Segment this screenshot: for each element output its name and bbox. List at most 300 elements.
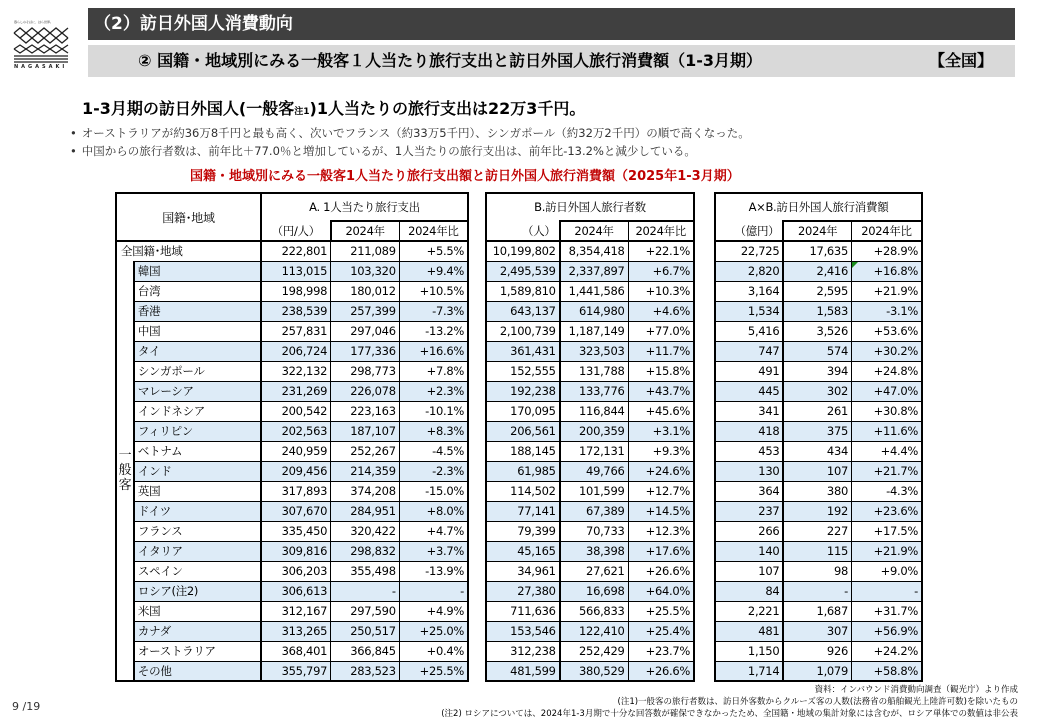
consumption-2024: 115	[783, 541, 851, 561]
table-row	[116, 481, 468, 501]
visitors-ratio: +4.6%	[628, 301, 694, 321]
per-capita-2024: 250,517	[331, 621, 400, 641]
section-visitors-unit: （人）	[486, 221, 560, 241]
region-name: その他	[134, 661, 261, 681]
visitors-2024: 172,131	[560, 441, 628, 461]
table-row	[715, 421, 922, 441]
per-capita-2025: 317,893	[261, 481, 331, 501]
per-capita-2025: 307,670	[261, 501, 331, 521]
consumption-2024: 375	[783, 421, 851, 441]
table-row	[715, 361, 922, 381]
table-row	[486, 401, 694, 421]
visitors-2024: 67,389	[560, 501, 628, 521]
table-row	[715, 381, 922, 401]
table-row	[486, 501, 694, 521]
visitors-2025: 192,238	[486, 381, 560, 401]
visitors-2024: 200,359	[560, 421, 628, 441]
table-row	[116, 561, 468, 581]
per-capita-ratio: -10.1%	[399, 401, 468, 421]
per-capita-2024: 366,845	[331, 641, 400, 661]
table-row	[715, 441, 922, 461]
per-capita-ratio: -4.5%	[399, 441, 468, 461]
visitors-2025: 206,561	[486, 421, 560, 441]
consumption-ratio: +31.7%	[851, 601, 922, 621]
table-row	[116, 321, 468, 341]
section-consumption-title: A×B.訪日外国人旅行消費額	[715, 193, 922, 221]
consumption-2024: 1,687	[783, 601, 851, 621]
consumption-2024: 2,416	[783, 261, 851, 281]
per-capita-2025: 306,203	[261, 561, 331, 581]
visitors-2025: 643,137	[486, 301, 560, 321]
consumption-ratio: +24.2%	[851, 641, 922, 661]
region-name: 米国	[134, 601, 261, 621]
consumption-2024: 98	[783, 561, 851, 581]
table-row	[715, 661, 922, 681]
table-row	[486, 641, 694, 661]
consumption-ratio: -4.3%	[851, 481, 922, 501]
subsection-header	[88, 45, 1015, 77]
consumption-2025: 481	[715, 621, 783, 641]
consumption-2025: 2,221	[715, 601, 783, 621]
table-row	[486, 421, 694, 441]
visitors-ratio: +77.0%	[628, 321, 694, 341]
nagasaki-logo	[12, 20, 70, 72]
table-visitor-count	[485, 192, 695, 682]
table-row	[486, 601, 694, 621]
region-name: インドネシア	[134, 401, 261, 421]
table-row	[116, 621, 468, 641]
per-capita-ratio: +8.3%	[399, 421, 468, 441]
table-row	[486, 521, 694, 541]
visitors-2024: 133,776	[560, 381, 628, 401]
per-capita-2024: 211,089	[331, 241, 400, 261]
per-capita-2024: 214,359	[331, 461, 400, 481]
section-a-col-2024: 2024年	[331, 221, 400, 241]
visitors-2025: 153,546	[486, 621, 560, 641]
table-row	[486, 561, 694, 581]
group-label-char: 般	[118, 463, 132, 478]
table-row	[715, 641, 922, 661]
summary-bullets	[70, 124, 750, 160]
region-name: オーストラリア	[134, 641, 261, 661]
visitors-2024: 566,833	[560, 601, 628, 621]
consumption-ratio: -	[851, 581, 922, 601]
per-capita-ratio: -13.2%	[399, 321, 468, 341]
scope-label: 【全国】	[928, 51, 993, 70]
per-capita-2025: 231,269	[261, 381, 331, 401]
table-row	[116, 641, 468, 661]
consumption-2025: 266	[715, 521, 783, 541]
visitors-2025: 170,095	[486, 401, 560, 421]
region-name: ロシア(注2)	[134, 581, 261, 601]
per-capita-2025: 206,724	[261, 341, 331, 361]
visitors-ratio: +11.7%	[628, 341, 694, 361]
visitors-2025: 27,380	[486, 581, 560, 601]
table-row	[715, 541, 922, 561]
per-capita-2024: -	[331, 581, 400, 601]
consumption-2025: 1,534	[715, 301, 783, 321]
headline-text-after: )1人当たりの旅行支出は22万3千円。	[309, 99, 586, 118]
consumption-2024: 1,079	[783, 661, 851, 681]
table-row	[116, 261, 468, 281]
region-name: 香港	[134, 301, 261, 321]
table-row	[715, 341, 922, 361]
visitors-ratio: +6.7%	[628, 261, 694, 281]
consumption-ratio: +4.4%	[851, 441, 922, 461]
table-row	[116, 441, 468, 461]
consumption-2025: 491	[715, 361, 783, 381]
consumption-2025: 107	[715, 561, 783, 581]
visitors-2024: 1,187,149	[560, 321, 628, 341]
visitors-2025: 711,636	[486, 601, 560, 621]
consumption-2024: 302	[783, 381, 851, 401]
table-row	[116, 341, 468, 361]
visitors-ratio: +23.7%	[628, 641, 694, 661]
per-capita-2025: 240,959	[261, 441, 331, 461]
consumption-2024: 17,635	[783, 241, 851, 261]
consumption-ratio: +24.8%	[851, 361, 922, 381]
visitors-2025: 2,100,739	[486, 321, 560, 341]
consumption-2025: 445	[715, 381, 783, 401]
consumption-2025: 84	[715, 581, 783, 601]
consumption-2024: 192	[783, 501, 851, 521]
table-row	[486, 241, 694, 261]
section-consumption-unit: （億円）	[715, 221, 783, 241]
per-capita-ratio: +2.3%	[399, 381, 468, 401]
table-row	[715, 621, 922, 641]
table-row	[116, 461, 468, 481]
per-capita-2025: 355,797	[261, 661, 331, 681]
section-title: （2）訪日外国人消費動向	[94, 14, 293, 34]
consumption-2024: 261	[783, 401, 851, 421]
consumption-2025: 5,416	[715, 321, 783, 341]
per-capita-2025: 257,831	[261, 321, 331, 341]
consumption-2025: 140	[715, 541, 783, 561]
per-capita-ratio: +9.4%	[399, 261, 468, 281]
visitors-ratio: +43.7%	[628, 381, 694, 401]
logo-diamond-pattern-icon	[12, 25, 70, 63]
footnotes	[441, 684, 1018, 720]
per-capita-2024: 374,208	[331, 481, 400, 501]
visitors-2025: 312,238	[486, 641, 560, 661]
region-name: マレーシア	[134, 381, 261, 401]
visitors-ratio: +45.6%	[628, 401, 694, 421]
consumption-2024: 2,595	[783, 281, 851, 301]
headline	[82, 96, 585, 119]
table-row	[715, 241, 922, 261]
table-row	[486, 661, 694, 681]
region-name: タイ	[134, 341, 261, 361]
per-capita-2025: 202,563	[261, 421, 331, 441]
visitors-2025: 361,431	[486, 341, 560, 361]
per-capita-ratio: -	[399, 581, 468, 601]
bullet-item: • オーストラリアが約36万8千円と最も高く、次いでフランス（約33万5千円）、シンガポール（約32万2千円）の順で高くなった。	[70, 124, 750, 142]
table-row	[715, 601, 922, 621]
visitors-2024: 16,698	[560, 581, 628, 601]
region-name: カナダ	[134, 621, 261, 641]
consumption-2025: 22,725	[715, 241, 783, 261]
per-capita-ratio: +10.5%	[399, 281, 468, 301]
visitors-2024: 1,441,586	[560, 281, 628, 301]
table-row	[486, 341, 694, 361]
table-row	[116, 521, 468, 541]
per-capita-2024: 252,267	[331, 441, 400, 461]
table-consumption-amount	[714, 192, 923, 682]
headline-text-before: 1-3月期の訪日外国人(一般客	[82, 99, 295, 118]
visitors-2024: 323,503	[560, 341, 628, 361]
consumption-2024: 394	[783, 361, 851, 381]
consumption-2024: 3,526	[783, 321, 851, 341]
table-row	[116, 381, 468, 401]
visitors-ratio: +14.5%	[628, 501, 694, 521]
consumption-ratio: +47.0%	[851, 381, 922, 401]
consumption-2025: 237	[715, 501, 783, 521]
per-capita-2024: 177,336	[331, 341, 400, 361]
consumption-ratio: +21.9%	[851, 541, 922, 561]
per-capita-2025: 322,132	[261, 361, 331, 381]
visitors-2025: 2,495,539	[486, 261, 560, 281]
table-row	[715, 321, 922, 341]
visitors-2024: 27,621	[560, 561, 628, 581]
table-row	[116, 501, 468, 521]
visitors-2025: 188,145	[486, 441, 560, 461]
table-row	[715, 301, 922, 321]
consumption-ratio: +11.6%	[851, 421, 922, 441]
region-name: ドイツ	[134, 501, 261, 521]
table-row	[715, 401, 922, 421]
table-row	[486, 281, 694, 301]
per-capita-ratio: +7.8%	[399, 361, 468, 381]
table-row	[116, 661, 468, 681]
consumption-ratio: +16.8%	[851, 261, 922, 281]
region-name: 韓国	[134, 261, 261, 281]
region-name: フィリピン	[134, 421, 261, 441]
table-row	[116, 581, 468, 601]
table-row	[715, 501, 922, 521]
table-row	[715, 561, 922, 581]
per-capita-2024: 284,951	[331, 501, 400, 521]
per-capita-2024: 223,163	[331, 401, 400, 421]
visitors-2025: 1,589,810	[486, 281, 560, 301]
consumption-2025: 3,164	[715, 281, 783, 301]
visitors-2024: 116,844	[560, 401, 628, 421]
consumption-2025: 1,150	[715, 641, 783, 661]
per-capita-2025: 222,801	[261, 241, 331, 261]
visitors-2024: 101,599	[560, 481, 628, 501]
per-capita-2025: 198,998	[261, 281, 331, 301]
per-capita-2024: 187,107	[331, 421, 400, 441]
per-capita-ratio: -15.0%	[399, 481, 468, 501]
table-row	[715, 261, 922, 281]
consumption-ratio: +9.0%	[851, 561, 922, 581]
per-capita-2024: 297,046	[331, 321, 400, 341]
consumption-ratio: +17.5%	[851, 521, 922, 541]
visitors-2024: 122,410	[560, 621, 628, 641]
consumption-2024: 434	[783, 441, 851, 461]
consumption-ratio: -3.1%	[851, 301, 922, 321]
visitors-2024: 38,398	[560, 541, 628, 561]
table-row	[116, 601, 468, 621]
table-row	[116, 241, 468, 261]
visitors-ratio: +64.0%	[628, 581, 694, 601]
table-row	[715, 281, 922, 301]
per-capita-ratio: +4.7%	[399, 521, 468, 541]
region-name: フランス	[134, 521, 261, 541]
visitors-ratio: +25.5%	[628, 601, 694, 621]
per-capita-2024: 226,078	[331, 381, 400, 401]
table-row	[486, 381, 694, 401]
per-capita-ratio: +16.6%	[399, 341, 468, 361]
visitors-ratio: +25.4%	[628, 621, 694, 641]
bullet-item: • 中国からの旅行者数は、前年比＋77.0％と増加しているが、1人当たりの旅行支出は、前年比-13.2%と減少している。	[70, 142, 750, 160]
visitors-2025: 79,399	[486, 521, 560, 541]
visitors-ratio: +12.7%	[628, 481, 694, 501]
table-row	[116, 301, 468, 321]
consumption-2024: -	[783, 581, 851, 601]
region-column-header: 国籍･地域	[116, 193, 261, 241]
visitors-2024: 614,980	[560, 301, 628, 321]
per-capita-ratio: +8.0%	[399, 501, 468, 521]
per-capita-2025: 306,613	[261, 581, 331, 601]
consumption-2024: 926	[783, 641, 851, 661]
consumption-2025: 2,820	[715, 261, 783, 281]
visitors-2024: 131,788	[560, 361, 628, 381]
visitors-ratio: +15.8%	[628, 361, 694, 381]
per-capita-2025: 312,167	[261, 601, 331, 621]
region-name: 英国	[134, 481, 261, 501]
per-capita-2024: 320,422	[331, 521, 400, 541]
visitors-2025: 481,599	[486, 661, 560, 681]
visitors-2025: 152,555	[486, 361, 560, 381]
per-capita-2025: 200,542	[261, 401, 331, 421]
table-row	[486, 621, 694, 641]
visitors-ratio: +3.1%	[628, 421, 694, 441]
consumption-2024: 574	[783, 341, 851, 361]
region-name: イタリア	[134, 541, 261, 561]
consumption-2024: 107	[783, 461, 851, 481]
consumption-ratio: +28.9%	[851, 241, 922, 261]
visitors-2024: 252,429	[560, 641, 628, 661]
table-row	[486, 261, 694, 281]
visitors-ratio: +9.3%	[628, 441, 694, 461]
table-row	[486, 361, 694, 381]
per-capita-2024: 297,590	[331, 601, 400, 621]
consumption-2024: 380	[783, 481, 851, 501]
table-row	[486, 541, 694, 561]
consumption-ratio: +21.9%	[851, 281, 922, 301]
per-capita-2025: 335,450	[261, 521, 331, 541]
consumption-ratio: +30.2%	[851, 341, 922, 361]
region-name: 全国籍･地域	[116, 241, 261, 261]
section-a-col-ratio: 2024年比	[399, 221, 468, 241]
table-row	[486, 321, 694, 341]
visitors-2024: 8,354,418	[560, 241, 628, 261]
visitors-ratio: +26.6%	[628, 661, 694, 681]
section-header	[88, 8, 1015, 40]
visitors-ratio: +17.6%	[628, 541, 694, 561]
table-row	[715, 521, 922, 541]
per-capita-2024: 180,012	[331, 281, 400, 301]
table-row	[116, 401, 468, 421]
visitors-2024: 49,766	[560, 461, 628, 481]
section-consumption-col-2024: 2024年	[783, 221, 851, 241]
per-capita-ratio: +4.9%	[399, 601, 468, 621]
logo-wordmark: NAGASAKI	[14, 64, 68, 70]
region-name: 中国	[134, 321, 261, 341]
per-capita-2024: 355,498	[331, 561, 400, 581]
section-visitors-title: B.訪日外国人旅行者数	[486, 193, 694, 221]
table-row	[116, 281, 468, 301]
consumption-ratio: +58.8%	[851, 661, 922, 681]
section-visitors-col-ratio: 2024年比	[628, 221, 694, 241]
consumption-2025: 747	[715, 341, 783, 361]
visitors-ratio: +24.6%	[628, 461, 694, 481]
per-capita-2025: 209,456	[261, 461, 331, 481]
consumption-2024: 307	[783, 621, 851, 641]
per-capita-ratio: +0.4%	[399, 641, 468, 661]
section-a-title: A. 1人当たり旅行支出	[261, 193, 468, 221]
consumption-ratio: +30.8%	[851, 401, 922, 421]
per-capita-2024: 298,773	[331, 361, 400, 381]
per-capita-2024: 257,399	[331, 301, 400, 321]
table-row	[486, 481, 694, 501]
table-row	[486, 581, 694, 601]
visitors-2025: 10,199,802	[486, 241, 560, 261]
per-capita-ratio: +3.7%	[399, 541, 468, 561]
per-capita-2024: 298,832	[331, 541, 400, 561]
per-capita-ratio: +25.5%	[399, 661, 468, 681]
consumption-ratio: +53.6%	[851, 321, 922, 341]
visitors-ratio: +12.3%	[628, 521, 694, 541]
page-number: 9 /19	[12, 700, 41, 713]
table-per-capita-spending	[115, 192, 469, 682]
table-row	[715, 461, 922, 481]
source-note: 資料：インバウンド消費動向調査（観光庁）より作成	[814, 685, 1018, 695]
consumption-ratio: +56.9%	[851, 621, 922, 641]
region-name: ベトナム	[134, 441, 261, 461]
consumption-2025: 130	[715, 461, 783, 481]
per-capita-2024: 283,523	[331, 661, 400, 681]
visitors-2025: 34,961	[486, 561, 560, 581]
table-row	[116, 541, 468, 561]
footnote-2: (注2) ロシアについては、2024年1-3月期で十分な回答数が確保できなかったため、全国籍・地域の集計対象には含むが、ロシア単体での数値は非公表	[441, 709, 1018, 719]
per-capita-ratio: +25.0%	[399, 621, 468, 641]
visitors-2024: 380,529	[560, 661, 628, 681]
consumption-2025: 341	[715, 401, 783, 421]
per-capita-ratio: -7.3%	[399, 301, 468, 321]
group-label-char: 客	[118, 478, 132, 493]
consumption-2024: 1,583	[783, 301, 851, 321]
consumption-2025: 453	[715, 441, 783, 461]
visitors-ratio: +22.1%	[628, 241, 694, 261]
table-title: 国籍・地域別にみる一般客1人当たり旅行支出額と訪日外国人旅行消費額（2025年1-3月期）	[190, 169, 740, 184]
region-name: 台湾	[134, 281, 261, 301]
table-row	[116, 361, 468, 381]
visitors-ratio: +10.3%	[628, 281, 694, 301]
table-row	[486, 461, 694, 481]
per-capita-2025: 113,015	[261, 261, 331, 281]
consumption-ratio: +21.7%	[851, 461, 922, 481]
visitors-2025: 61,985	[486, 461, 560, 481]
per-capita-2025: 368,401	[261, 641, 331, 661]
table-row	[715, 581, 922, 601]
per-capita-ratio: -13.9%	[399, 561, 468, 581]
table-row	[715, 481, 922, 501]
table-row	[486, 441, 694, 461]
per-capita-2025: 313,265	[261, 621, 331, 641]
section-visitors-col-2024: 2024年	[560, 221, 628, 241]
per-capita-ratio: +5.5%	[399, 241, 468, 261]
